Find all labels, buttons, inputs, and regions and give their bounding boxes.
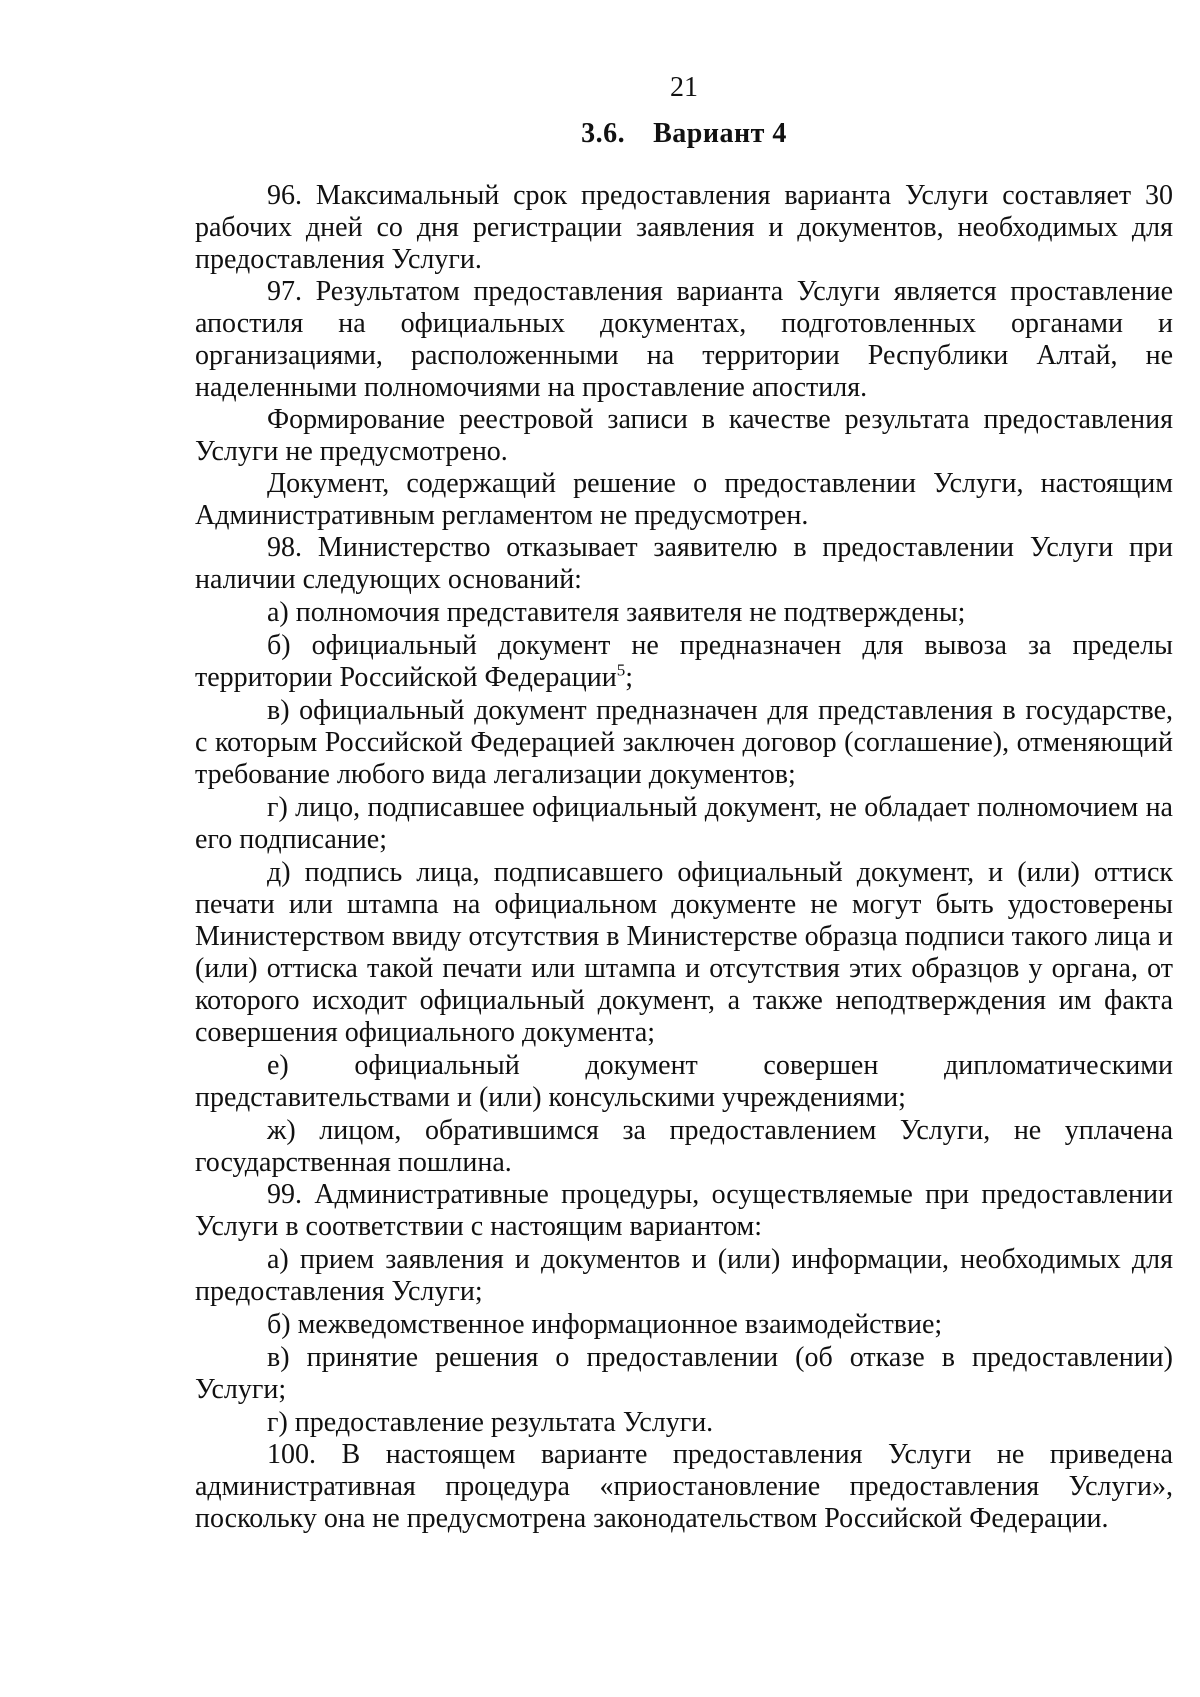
paragraph-97-registry: Формирование реестровой записи в качестве результата предоставления Услуги не предусмотрено. bbox=[195, 404, 1173, 467]
section-title: Вариант 4 bbox=[653, 118, 787, 149]
paragraph-98-zh: ж) лицом, обратившимся за предоставлением Услуги, не уплачена государственная пошлина. bbox=[195, 1115, 1173, 1178]
paragraph-98-e: е) официальный документ совершен дипломатическими представительствами и (или) консульскими учреждениями; bbox=[195, 1050, 1173, 1113]
paragraph-99-a: а) прием заявления и документов и (или) информации, необходимых для предоставления Услуги; bbox=[195, 1244, 1173, 1307]
paragraph-97: 97. Результатом предоставления варианта Услуги является проставление апостиля на официальных документах, подготовленных органами и организациями, расположенными на территории Республики Алтай, не наделенными полномочиями на проставление апостиля. bbox=[195, 276, 1173, 403]
page-number: 21 bbox=[670, 72, 698, 103]
paragraph-99-v: в) принятие решения о предоставлении (об отказе в предоставлении) Услуги; bbox=[195, 1342, 1173, 1405]
footnote-ref-5[interactable]: 5 bbox=[616, 660, 626, 680]
paragraph-99: 99. Административные процедуры, осуществляемые при предоставлении Услуги в соответствии с настоящим вариантом: bbox=[195, 1179, 1173, 1242]
paragraph-98-b-text: б) официальный документ не предназначен для вывоза за пределы территории Российской Федерации bbox=[195, 630, 1173, 693]
document-page bbox=[195, 70, 1173, 1535]
paragraph-98-b-end: ; bbox=[625, 662, 633, 693]
paragraph-98-v: в) официальный документ предназначен для представления в государстве, с которым Российской Федерацией заключен договор (соглашение), отменяющий требование любого вида легализации документов; bbox=[195, 695, 1173, 790]
paragraph-99-g: г) предоставление результата Услуги. bbox=[267, 1407, 714, 1438]
paragraph-98: 98. Министерство отказывает заявителю в предоставлении Услуги при наличии следующих оснований: bbox=[195, 532, 1173, 595]
paragraph-98-a: а) полномочия представителя заявителя не подтверждены; bbox=[267, 597, 966, 628]
paragraph-98-g: г) лицо, подписавшее официальный документ, не обладает полномочием на его подписание; bbox=[195, 792, 1173, 855]
paragraph-98-d: д) подпись лица, подписавшего официальный документ, и (или) оттиск печати или штампа на официальном документе не могут быть удостоверены Министерством ввиду отсутствия в Министерстве образца подписи такого лица и (или) оттиска такой печати или штампа и отсутствия этих образцов у органа, от которого исходит официальный документ, а также неподтверждения им факта совершения официального документа; bbox=[195, 857, 1173, 1048]
section-number: 3.6. bbox=[581, 118, 626, 149]
section-heading bbox=[195, 116, 1173, 152]
paragraph-98-b bbox=[195, 630, 1173, 694]
paragraph-99-b: б) межведомственное информационное взаимодействие; bbox=[267, 1309, 943, 1340]
paragraph-100: 100. В настоящем варианте предоставления Услуги не приведена административная процедура «приостановление предоставления Услуги», поскольку она не предусмотрена законодательством Российской Федерации. bbox=[195, 1439, 1173, 1534]
paragraph-96: 96. Максимальный срок предоставления варианта Услуги составляет 30 рабочих дней со дня регистрации заявления и документов, необходимых для предоставления Услуги. bbox=[195, 180, 1173, 275]
paragraph-97-document: Документ, содержащий решение о предоставлении Услуги, настоящим Административным регламентом не предусмотрен. bbox=[195, 468, 1173, 531]
